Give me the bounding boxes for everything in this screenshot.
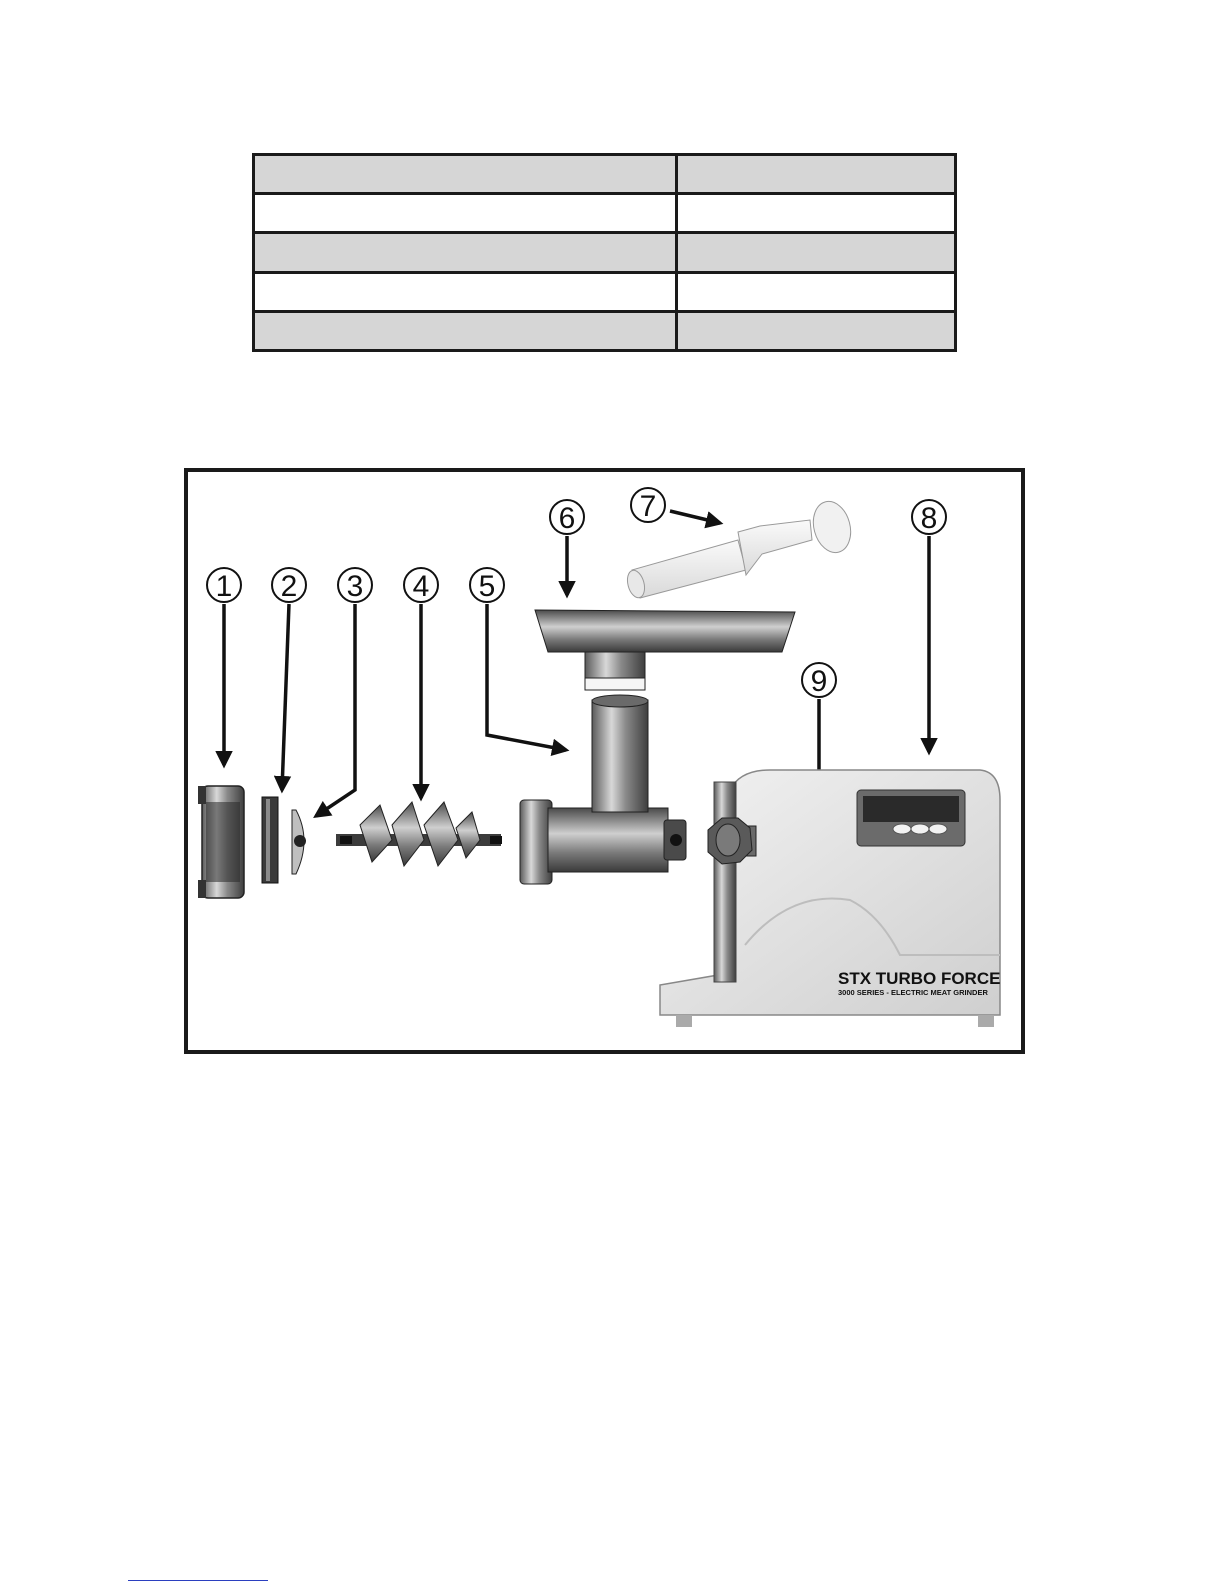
brand-series: 3000 SERIES - ELECTRIC MEAT GRINDER: [838, 988, 988, 997]
auger-screw-part: [336, 802, 502, 866]
parts-diagram: [184, 468, 1025, 1054]
spec-row: [255, 271, 954, 310]
callout-1: [207, 568, 241, 603]
spec-row: [255, 231, 954, 270]
spec-label: [255, 313, 678, 349]
svg-text:4: 4: [412, 570, 430, 603]
svg-text:6: 6: [558, 502, 576, 535]
spec-value: [678, 156, 954, 192]
spec-label: [255, 156, 678, 192]
brand-name: STX TURBO FORCE: [838, 969, 1001, 988]
arrow-3-path: [316, 604, 355, 816]
stomper-part: [625, 497, 856, 599]
callout-4: [404, 568, 438, 603]
spec-label: [255, 195, 678, 231]
callout-8: [912, 500, 946, 535]
arrow-7: [670, 511, 720, 523]
cutting-plate-part: [262, 797, 278, 883]
svg-text:3: 3: [346, 570, 364, 603]
arrow-2: [282, 604, 289, 790]
svg-text:2: 2: [280, 570, 298, 603]
spec-value: [678, 234, 954, 270]
callout-5: [470, 568, 504, 603]
svg-text:1: 1: [215, 570, 233, 603]
callout-3: [338, 568, 372, 603]
spec-row: [255, 310, 954, 349]
spec-value: [678, 313, 954, 349]
callout-7: [631, 488, 665, 523]
spec-row: [255, 156, 954, 192]
spec-row: [255, 192, 954, 231]
grinder-head-part: [520, 695, 686, 884]
motor-housing-part: [660, 770, 1000, 1027]
retaining-ring-part: [198, 786, 244, 898]
spec-label: [255, 274, 678, 310]
svg-text:9: 9: [810, 665, 828, 698]
footer-link-underline[interactable]: [128, 1580, 268, 1581]
cutting-blade-part: [292, 810, 306, 874]
parts-diagram-svg: [188, 472, 1021, 1050]
svg-text:7: 7: [639, 490, 657, 523]
spec-value: [678, 195, 954, 231]
svg-text:5: 5: [478, 570, 496, 603]
svg-text:8: 8: [920, 502, 938, 535]
spec-label: [255, 234, 678, 270]
meat-tray-part: [535, 610, 795, 690]
callout-9: [802, 663, 836, 698]
spec-value: [678, 274, 954, 310]
spec-table: [252, 153, 957, 352]
callout-6: [550, 500, 584, 535]
callout-2: [272, 568, 306, 603]
